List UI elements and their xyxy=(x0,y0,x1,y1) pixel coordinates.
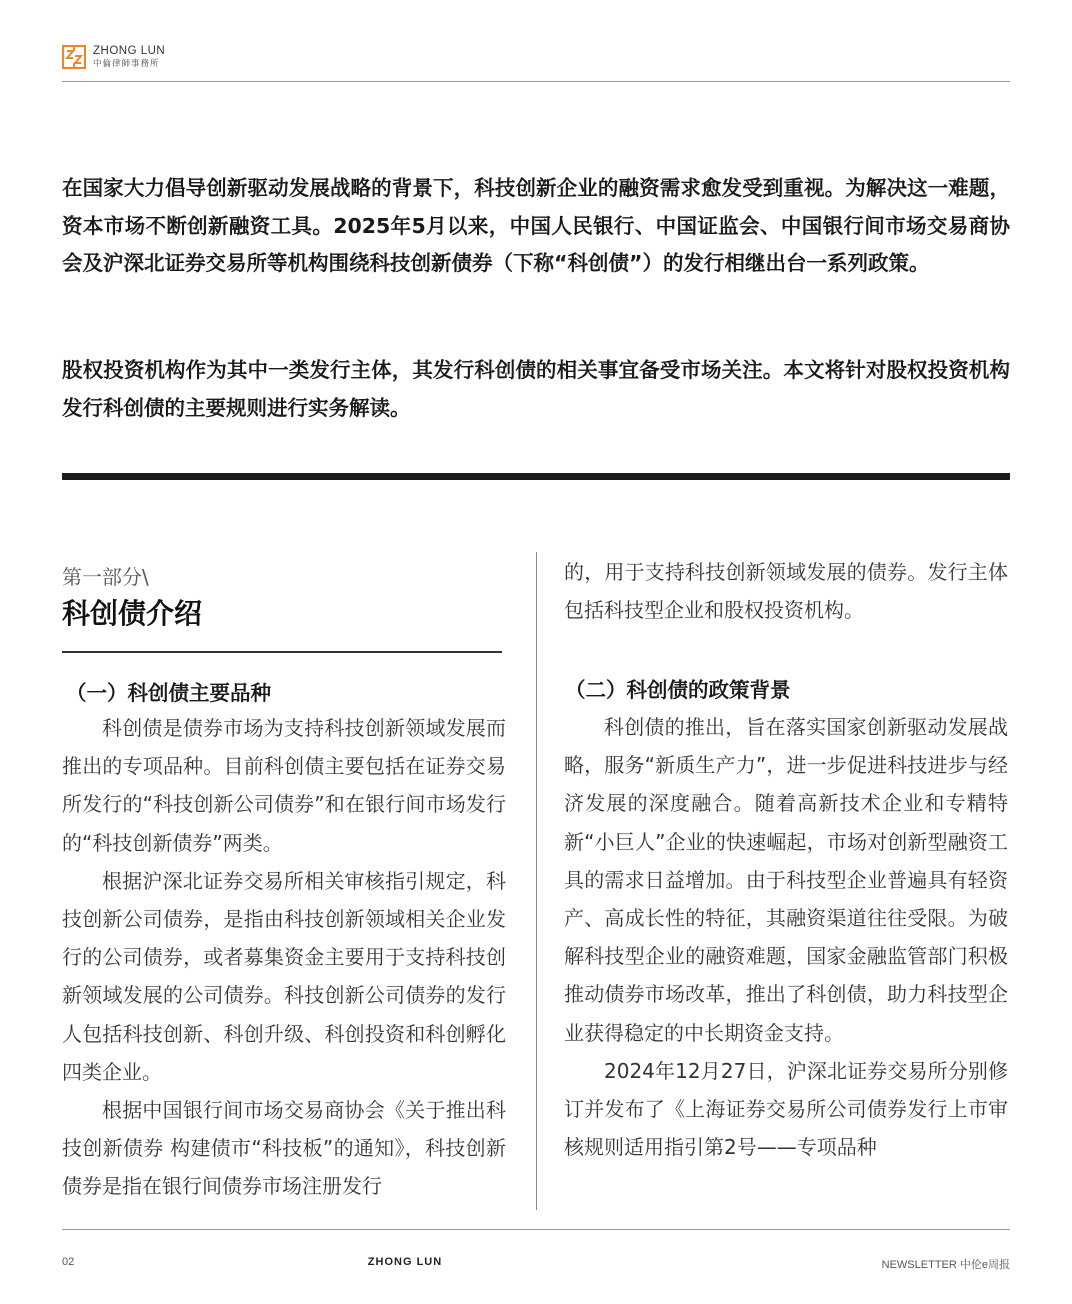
part-title-underline xyxy=(62,651,502,653)
part-title: 科创债介绍 xyxy=(62,597,203,630)
logo-english-name: ZHONG LUN xyxy=(93,45,166,57)
body-paragraph: 根据中国银行间市场交易商协会《关于推出科技创新债券 构建债市“科技板”的通知》，科技创新债券是指在银行间债券市场注册发行 xyxy=(62,1098,506,1199)
zhonglun-logo-mark-icon xyxy=(62,45,86,69)
body-paragraph: 的，用于支持科技创新领域发展的债券。发行主体包括科技型企业和股权投资机构。 xyxy=(564,560,1008,623)
section-divider xyxy=(62,473,1010,480)
zhonglun-logo xyxy=(62,44,165,70)
intro-paragraph-2: 股权投资机构作为其中一类发行主体，其发行科创债的相关事宜备受市场关注。本文将针对股权投资机构发行科创债的主要规则进行实务解读。 xyxy=(62,358,1010,420)
part-label: 第一部分\ xyxy=(62,565,149,589)
left-column-body xyxy=(62,709,506,1206)
intro-paragraph-1: 在国家大力倡导创新驱动发展战略的背景下，科技创新企业的融资需求愈发受到重视。为解决这一难题，资本市场不断创新融资工具。2025年5月以来，中国人民银行、中国证监会、中国银行间市场交易商协会及沪深北证券交易所等机构围绕科技创新债券（下称“科创债”）的发行相继出台一系列政策。 xyxy=(62,176,1010,275)
body-paragraph: 2024年12月27日，沪深北证券交易所分别修订并发布了《上海证券交易所公司债券发行上市审核规则适用指引第2号——专项品种 xyxy=(564,1058,1008,1160)
right-column-body xyxy=(564,708,1008,1166)
page-number: 02 xyxy=(62,1256,75,1268)
footer-divider xyxy=(62,1229,1010,1230)
header-divider xyxy=(62,81,1010,82)
footer-brand: ZHONG LUN xyxy=(367,1256,443,1268)
right-column-continuation xyxy=(564,553,1008,629)
subsection-heading-1: （一）科创债主要品种 xyxy=(66,681,271,705)
body-paragraph: 科创债的推出，旨在落实国家创新驱动发展战略，服务“新质生产力”，进一步促进科技进步与经济发展的深度融合。随着高新技术企业和专精特新“小巨人”企业的快速崛起，市场对创新型融资工具的需求日益增加。由于科技型企业普遍具有轻资产、高成长性的特征，其融资渠道往往受限。为破解科技型企业的融资难题，国家金融监管部门积极推动债券市场改革，推出了科创债，助力科技型企业获得稳定的中长期资金支持。 xyxy=(564,715,1008,1045)
subsection-heading-2: （二）科创债的政策背景 xyxy=(565,678,791,702)
footer-newsletter-label: NEWSLETTER 中伦e周报 xyxy=(881,1259,1010,1271)
body-paragraph: 根据沪深北证券交易所相关审核指引规定，科技创新公司债券，是指由科技创新领域相关企业发行的公司债券，或者募集资金主要用于支持科技创新领域发展的公司债券。科技创新公司债券的发行人包括科技创新、科创升级、科创投资和科创孵化四类企业。 xyxy=(62,868,506,1084)
body-paragraph: 科创债是债券市场为支持科技创新领域发展而推出的专项品种。目前科创债主要包括在证券交易所发行的“科技创新公司债券”和在银行间市场发行的“科技创新债券”两类。 xyxy=(62,716,506,855)
logo-chinese-name: 中倫律師事務所 xyxy=(93,58,160,69)
column-divider xyxy=(536,552,537,1210)
